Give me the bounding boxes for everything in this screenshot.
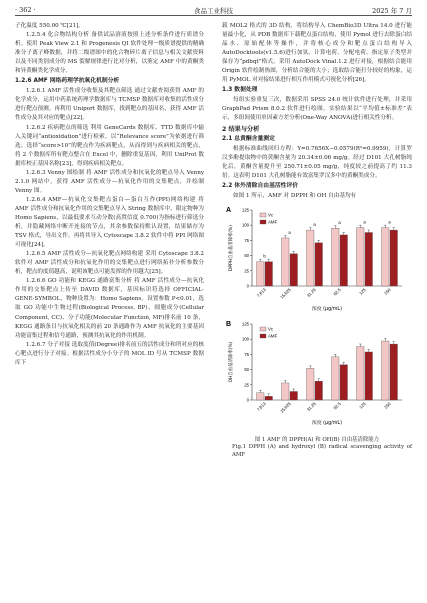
panel-label: B — [226, 320, 232, 328]
bar-amf — [315, 381, 323, 400]
x-tick-label: 7.813 — [255, 401, 267, 413]
bar-vc — [332, 357, 340, 400]
bar-vc — [357, 346, 365, 400]
y-axis-label: OH自由基清除率(%) — [229, 341, 234, 383]
x-tick-label: 7.813 — [255, 287, 267, 299]
bar-vc — [382, 228, 390, 286]
body-paragraph: 1.2.5.4 化合物结构分析 备供试品溶液按照上述分析条件进行质谱分析。使用 Peak View 2.1 和 Progenesis QI 软件处理一级质谱提供的精确准分子离子峰数据，并将二级谱图中的化合物碎片离子信息与相关文献资料以及不同类别成分的 MS 裂解规律进行比对分析，以鉴定 AMF 中的黄酮类和异黄酮类化学成分。 — [15, 32, 204, 75]
legend-label: Vc — [268, 212, 274, 218]
legend-label: AMF — [268, 219, 278, 225]
bar-amf — [390, 230, 398, 286]
bar-vc — [357, 228, 365, 286]
bar-vc — [282, 383, 290, 400]
figure-caption-zh: 图 1 AMF 的 DPPH(A) 和 OH(B) 自由基清除能力 — [254, 436, 380, 443]
significance-label: b — [263, 253, 266, 259]
section-heading: 2 结果与分析 — [222, 125, 260, 133]
body-paragraph: 1.2.6.2 疾病靶点的筛选 利用 GeneCards 数据库、TTD 数据库中输入关键词“antioxidation”进行检索，以“Relevance score”为依据进行筛选。选择“score>10”的靶点作为疾病靶点，从而得到与疾病相关的靶点，将 2 个数据库所有靶点整合在 Excel 中，删除重复基因，利用 UniProt 数据库校正基因名称[23]，得到疾病相关靶点。 — [15, 124, 204, 167]
figure-1-chart — [222, 204, 412, 436]
right-column — [222, 22, 412, 460]
x-tick-label: 125 — [358, 287, 367, 296]
bar-vc — [257, 393, 265, 400]
x-tick-label: 31.25 — [305, 401, 317, 413]
bar-vc — [332, 228, 340, 286]
bar-amf — [290, 254, 298, 286]
y-axis-label: DPPH自由基清除率(%) — [229, 224, 234, 271]
bar-amf — [290, 391, 298, 400]
legend-swatch — [260, 334, 266, 338]
y-tick-label: 50 — [244, 252, 249, 258]
significance-label: a — [338, 220, 341, 226]
x-tick-label: 31.25 — [305, 287, 317, 299]
bar-amf — [265, 396, 273, 400]
body-paragraph: 1.2.6.6 GO 功能和 KEGG 通路富集分析 将 AMF 活性成分—抗氧化作用的交集靶点上传至 DAVID 数据库，基因标识符选择 OFFICIAL-GENE-SYMBOL，物种设置为：Homo Sapiens。设置参数 P<0.01，选取 GO 功能中生物过程(Biological Process, BP)、细胞成分(Cellular Component, CC)、分子功能(Molecular Function, MF)排名前 10 条，KEGG 通路条目与抗氧化相关的前 20 条通路作为 AMF 抗氧化的主要基因功能富集过程和信号通路，预测其抗氧化的作用机制。 — [15, 278, 204, 339]
section-heading: 1.3 数据处理 — [222, 87, 258, 94]
x-tick-label: 62.5 — [332, 287, 342, 297]
x-tick-label: 15.625 — [279, 401, 292, 414]
x-axis-label: 浓度 (μg/mL) — [312, 306, 342, 312]
bar-vc — [282, 238, 290, 286]
bar-vc — [257, 262, 265, 286]
body-paragraph: 1.2.6.4 AMF—抗氧化交集靶点蛋白—蛋白互作(PPI)网络构建 将 AMF 活性成分和抗氧化作用的交集靶点导入 String 数据库中，限定物种为 Homo Sapiens，以最低要求互动分数(高置信度 0.700)为指标进行筛选分析，并隐藏网络中断开连接的节点，其余参数保持默认设置，结果储存为 TSV 格式，导出文件，再将其导入 Cytoscape 3.8.2 软件中将 PPI 网络图可视化[24]。 — [15, 196, 204, 249]
journal-name: 食品工业科技 — [194, 7, 233, 15]
legend-label: AMF — [268, 333, 278, 339]
body-paragraph: 载 MOL2 格式的 3D 结构，将结构导入 ChemBio3D Ultra 14.0 进行能量最小化，从 PDB 数据库下载靶点蛋白结构，使用 Pymol 进行去除蛋白结晶水、原始配体等操作，并将核心成分和靶点蛋白结构导入 AutoDocktools(v1.5.6)进行加氢、计算电荷、分配电荷、指定原子类型并保存为“pdbqt”格式。采用 AutoDock Vinal.1.2 进行对接，根据结合能用 Origin 软件绘制热图，分析结合能的大小；选取结合能打分较好的构象，运用 PyMOL 对对接结果进行相互作用模式可视化分析[26]。 — [222, 23, 412, 84]
legend-swatch — [260, 213, 266, 217]
y-tick-label: 25 — [244, 382, 249, 388]
body-paragraph: 1.2.6.7 分子对接 选取度值(Degree)排名前五的活性成分和所对应的核心靶点进行分子对接。根据活性成分小分子的 MOL ID 号从 TCMSP 数据库下 — [15, 341, 204, 366]
section-heading: 2.1 总黄酮含量测定 — [222, 135, 275, 142]
x-tick-label: 62.5 — [332, 401, 342, 411]
x-tick-label: 15.625 — [279, 287, 292, 300]
legend-label: Vc — [268, 326, 274, 332]
y-tick-label: 0 — [246, 283, 249, 289]
body-paragraph: 1.2.6.1 AMF 活性成分收集及其靶点筛选 通过文献查阅获得 AMF 的化学成分，运用中药系统药理学数据库与 TCMSP 数据库对收集的活性成分进行靶点预测。再利用 Uniport 数据库，找到靶点的基因名，获得 AMF 活性成分及其对应的靶点[22]。 — [15, 88, 204, 122]
panel-label: A — [226, 206, 232, 214]
bar-amf — [340, 235, 348, 286]
y-tick-label: 100 — [242, 336, 249, 342]
bar-amf — [265, 262, 273, 286]
right-column-text — [222, 22, 412, 201]
bar-vc — [307, 230, 315, 286]
figure-caption — [222, 437, 412, 460]
legend-swatch — [260, 220, 266, 224]
body-paragraph: 根据标准曲线回归方程：Y=0.7656X−0.0579(R²=0.9959)，计算罗汉多酚提取物中的黄酮含量为 20.34±0.06 mg/g。经过 D101 大孔树脂纯化后，黄酮含量提升至 250.71±0.05 mg/g，纯度较之前提高了约 11.3 倍。这表明 D101 大孔树脂能有效富集罗汉多中的黄酮类成分。 — [222, 145, 412, 179]
section-heading: 2.2 体外清除自由基活性评价 — [222, 182, 299, 189]
bar-amf — [315, 243, 323, 286]
x-tick-label: 250 — [383, 401, 392, 410]
bar-amf — [390, 344, 398, 400]
body-paragraph: 每组实验重复三次，数据采用 SPSS 24.0 统计软件进行处理，并采用 GraphPad Prism 8.0.2 软件进行绘图，实验结果以“平均值±标准差”表示，多组间使用单因素方差分析(One-Way ANOVA)进行相关性分析。 — [222, 97, 412, 122]
body-paragraph: 子化温度 550.00 ℃[21]。 — [15, 23, 84, 29]
y-tick-label: 100 — [242, 222, 249, 228]
body-paragraph: 如图 1 所示，AMF 对 DPPH 和 OH 自由基均有 — [233, 192, 357, 199]
left-column — [15, 22, 204, 368]
y-tick-label: 125 — [242, 321, 249, 327]
y-tick-label: 75 — [244, 237, 249, 243]
x-axis-label: 浓度 (μg/mL) — [312, 420, 342, 426]
significance-label: a — [288, 229, 291, 235]
x-tick-label: 125 — [358, 401, 367, 410]
bar-vc — [307, 368, 315, 400]
figure-1 — [222, 204, 412, 436]
body-paragraph: 1.2.6.3 Venny 图绘制 将 AMF 活性成分和抗氧化的靶点导入 Venny 2.1.0 网站中，获得 AMF 活性成分—抗氧化作用的交集靶点，并绘制 Venny 图。 — [15, 169, 204, 194]
bar-amf — [340, 365, 348, 400]
legend-swatch — [260, 327, 266, 331]
significance-label: a — [313, 221, 316, 227]
bar-vc — [382, 341, 390, 400]
issue-date: 2025 年 7 月 — [372, 7, 412, 15]
page-number: · 362 · — [15, 6, 36, 14]
body-paragraph: 1.2.6.5 AMF 活性成分—抗氧化靶点网络构建 采用 Cytoscape 3.8.2 软件对 AMF 活性成分和抗氧化作用的交集靶点进行网络拓扑分析参数分析，靶点的度值越高，说明该靶点可能发挥的作用越大[25]。 — [15, 251, 204, 276]
y-tick-label: 25 — [244, 268, 249, 274]
bar-amf — [365, 352, 373, 400]
y-tick-label: 50 — [244, 366, 249, 372]
bar-amf — [365, 232, 373, 286]
significance-label: a — [363, 219, 366, 225]
y-tick-label: 75 — [244, 351, 249, 357]
figure-caption-en: Fig.1 DPPH (A) and hydroxyl (B) radical scavenging activity of AMF — [232, 444, 412, 459]
section-heading: 1.2.6 AMF 网络药理学抗氧化机制分析 — [15, 78, 120, 85]
y-tick-label: 125 — [242, 207, 249, 213]
y-tick-label: 0 — [246, 397, 249, 403]
page-header — [15, 5, 412, 16]
significance-label: a — [388, 219, 391, 225]
x-tick-label: 250 — [383, 287, 392, 296]
